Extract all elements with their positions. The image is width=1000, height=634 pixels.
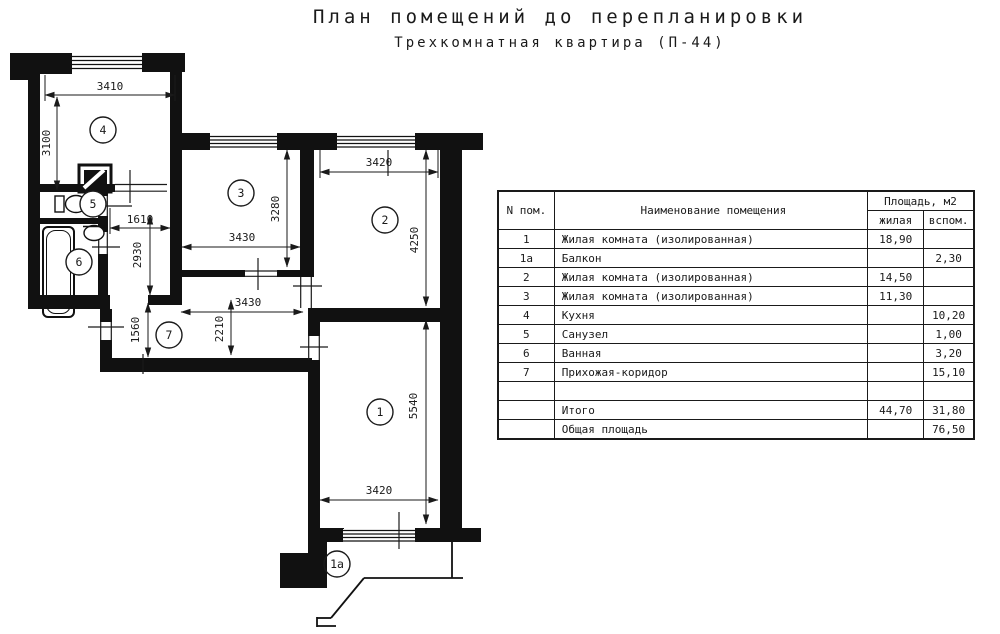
cell-name: Общая площадь (554, 420, 867, 440)
door-room1 (300, 336, 328, 360)
cell-living (868, 344, 924, 363)
dim-room3-width: 3430 (228, 231, 256, 244)
dim-room3-height: 3280 (269, 195, 282, 223)
dim-corridor-height: 2210 (213, 315, 226, 343)
cell-aux: 31,80 (924, 401, 974, 420)
svg-text:3: 3 (237, 186, 245, 200)
cell-aux: 15,10 (924, 363, 974, 382)
area-table (497, 190, 975, 440)
cell-number: 1а (498, 249, 554, 268)
cell-living: 44,70 (868, 401, 924, 420)
cell-living: 11,30 (868, 287, 924, 306)
page-subtitle: Трехкомнатная квартира (П-44) (394, 35, 726, 51)
cell-aux (924, 287, 974, 306)
cell-living (868, 249, 924, 268)
dim-hall-width: 1610 (126, 213, 154, 226)
svg-text:5: 5 (89, 197, 97, 211)
floor-plan (0, 0, 497, 634)
cell-name: Жилая комната (изолированная) (554, 230, 867, 249)
door-openings (88, 150, 399, 549)
cell-living (868, 306, 924, 325)
cell-number: 7 (498, 363, 554, 382)
table-row-total (498, 401, 974, 420)
cell-name: Балкон (554, 249, 867, 268)
door-room3 (245, 258, 277, 290)
cell-name: Кухня (554, 306, 867, 325)
room-badges (66, 117, 398, 577)
svg-text:7: 7 (165, 328, 173, 342)
cell-aux: 2,30 (924, 249, 974, 268)
cell-aux (924, 382, 974, 401)
door-entry (88, 322, 124, 340)
cell-aux (924, 268, 974, 287)
window-kitchen (72, 55, 142, 71)
table-row (498, 363, 974, 382)
balcony-outline (317, 541, 463, 627)
cell-number (498, 401, 554, 420)
room-badge-7 (156, 322, 182, 348)
dim-room2-height: 4250 (408, 226, 421, 254)
cell-living (868, 363, 924, 382)
door-room2 (293, 277, 322, 308)
col-header-living: жилая (868, 211, 924, 230)
table-row (498, 230, 974, 249)
cell-aux (924, 230, 974, 249)
cell-name: Ванная (554, 344, 867, 363)
cell-number: 3 (498, 287, 554, 306)
dim-hall-height: 2930 (131, 241, 144, 269)
room-badge-6 (66, 249, 92, 275)
cell-aux: 10,20 (924, 306, 974, 325)
cell-name: Санузел (554, 325, 867, 344)
cell-name: Итого (554, 401, 867, 420)
cell-number: 1 (498, 230, 554, 249)
cell-living: 18,90 (868, 230, 924, 249)
table-row (498, 249, 974, 268)
col-header-area: Площадь, м2 (868, 191, 974, 211)
dim-kitchen-width: 3410 (96, 80, 124, 93)
table-row (498, 344, 974, 363)
room-badge-3 (228, 180, 254, 206)
cell-number (498, 420, 554, 440)
dim-hall-lower-height: 1560 (129, 316, 142, 344)
svg-text:4: 4 (99, 123, 107, 137)
cell-number: 2 (498, 268, 554, 287)
svg-text:1: 1 (376, 405, 384, 419)
col-header-name: Наименование помещения (554, 191, 867, 230)
table-row (498, 325, 974, 344)
sink-icon (83, 226, 105, 241)
window-room3 (210, 135, 277, 148)
cell-name (554, 382, 867, 401)
cell-name: Жилая комната (изолированная) (554, 268, 867, 287)
cell-living: 14,50 (868, 268, 924, 287)
door-kitchen (115, 170, 167, 203)
room-badge-4 (90, 117, 116, 143)
cell-aux: 76,50 (924, 420, 974, 440)
room-badge-2 (372, 207, 398, 233)
cell-number (498, 382, 554, 401)
cell-aux: 3,20 (924, 344, 974, 363)
table-row (498, 268, 974, 287)
svg-text:2: 2 (381, 213, 389, 227)
svg-text:6: 6 (75, 255, 83, 269)
col-header-number: N пом. (498, 191, 554, 230)
room-badge-1 (367, 399, 393, 425)
table-row (498, 306, 974, 325)
room-badge-5 (80, 191, 106, 217)
dim-kitchen-height: 3100 (40, 129, 53, 157)
page-title: План помещений до перепланировки (312, 6, 808, 28)
col-header-aux: вспом. (924, 211, 974, 230)
svg-text:1а: 1а (330, 557, 344, 571)
cell-living (868, 325, 924, 344)
walls (10, 53, 483, 588)
window-room1 (343, 529, 415, 542)
cell-name: Прихожая-коридор (554, 363, 867, 382)
cell-number: 5 (498, 325, 554, 344)
cell-number: 4 (498, 306, 554, 325)
dim-room1-width: 3420 (365, 484, 393, 497)
table-row (498, 287, 974, 306)
cell-aux: 1,00 (924, 325, 974, 344)
cell-name: Жилая комната (изолированная) (554, 287, 867, 306)
table-row-total-area (498, 420, 974, 440)
dim-corridor-width: 3430 (234, 296, 262, 309)
room-badge-1a (324, 551, 350, 577)
area-table-container (497, 190, 975, 440)
dim-room1-height: 5540 (407, 392, 420, 420)
cell-living (868, 420, 924, 440)
cell-living (868, 382, 924, 401)
cell-number: 6 (498, 344, 554, 363)
table-row-empty (498, 382, 974, 401)
dim-room2-width: 3420 (365, 156, 393, 169)
window-room2 (337, 135, 415, 148)
